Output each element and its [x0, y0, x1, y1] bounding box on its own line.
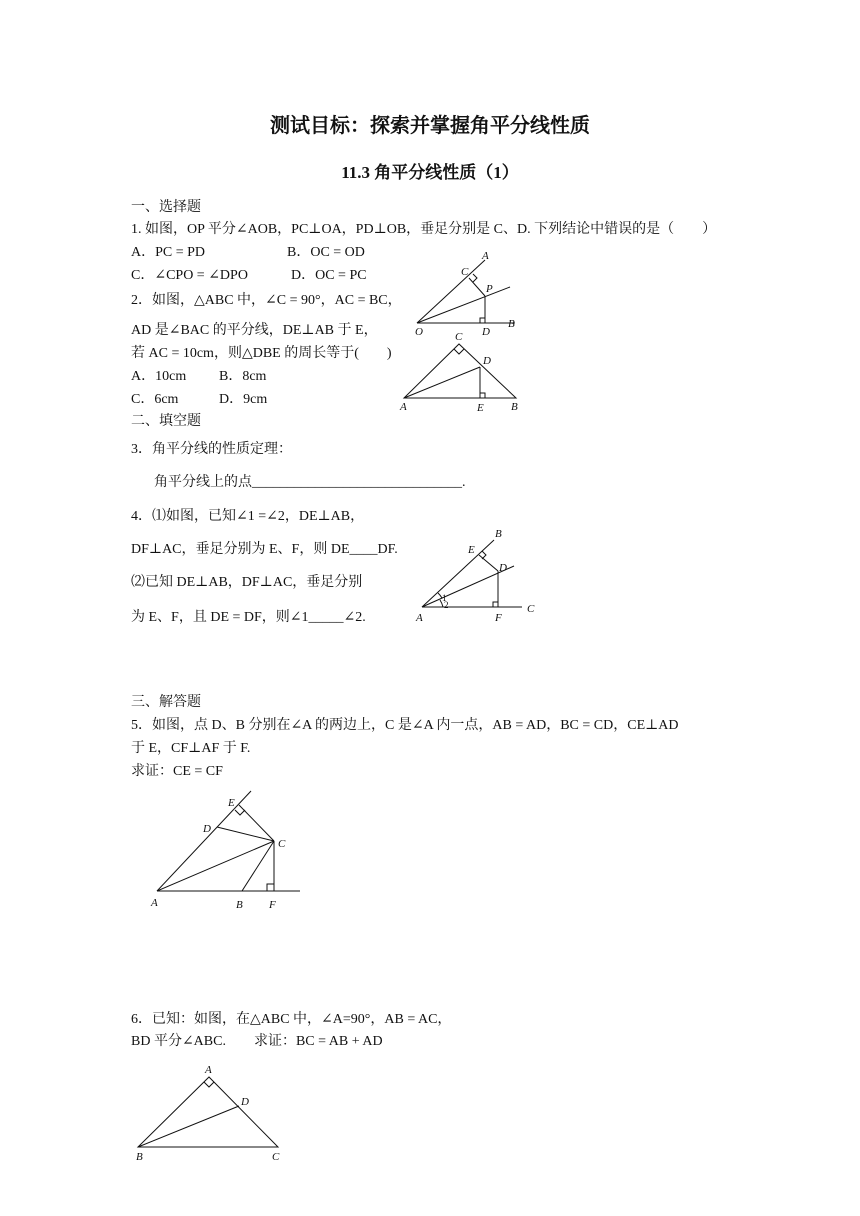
q4-line-1: 4．⑴如图，已知∠1 =∠2，DE⊥AB， [131, 509, 365, 524]
q1-label-o: O [415, 326, 423, 338]
q5-figure [145, 785, 310, 915]
q1-label-b: B [508, 318, 515, 330]
q4-label-e: E [468, 544, 475, 556]
q4-figure [410, 526, 545, 626]
q5-label-e: E [228, 797, 235, 809]
q2-label-c: C [455, 331, 463, 343]
q2-option-b: B．8cm [219, 369, 267, 384]
q3-prefix: 角平分线上的点 [154, 475, 252, 490]
q4-line-3: ⑵已知 DE⊥AB，DF⊥AC，垂足分别 [131, 575, 363, 590]
q6-line-2: BD 平分∠ABC. 求证：BC = AB + AD [131, 1034, 383, 1049]
q2-label-b: B [511, 401, 518, 413]
q2-option-c: C．6cm [131, 392, 179, 407]
q5-line-2: 于 E，CF⊥AF 于 F. [131, 741, 251, 756]
q1-option-c: C．∠CPO = ∠DPO [131, 268, 248, 283]
q6-label-b: B [136, 1151, 143, 1163]
section-choice-heading: 一、选择题 [131, 200, 201, 215]
q1-stem: 1. 如图，OP 平分∠AOB，PC⊥OA，PD⊥OB，垂足分别是 C、D. 下列结论中错误的是（ ） [131, 222, 717, 237]
q5-line-1: 5．如图，点 D、B 分别在∠A 的两边上，C 是∠A 内一点，AB = AD，BC = CD，CE⊥AD [131, 718, 679, 733]
q4-line-4: 为 E、F，且 DE = DF，则∠1_____∠2. [131, 610, 366, 625]
q5-label-d: D [203, 823, 211, 835]
q2-figure [398, 328, 528, 418]
q6-figure [132, 1058, 292, 1168]
q1-label-d: D [482, 326, 490, 338]
q2-line-1: 2．如图，△ABC 中，∠C = 90°，AC = BC， [131, 293, 402, 308]
q2-line-2: AD 是∠BAC 的平分线，DE⊥AB 于 E， [131, 323, 378, 338]
q2-label-a: A [400, 401, 407, 413]
q1-label-c: C [461, 266, 469, 278]
q2-line-3: 若 AC = 10cm，则△DBE 的周长等于( ) [131, 346, 392, 361]
q5-label-c: C [278, 838, 286, 850]
q4-line-2: DF⊥AC，垂足分别为 E、F，则 DE____DF. [131, 542, 398, 557]
q4-label-d: D [499, 562, 507, 574]
q4-label-angle-1: 1 [442, 593, 447, 603]
q2-option-d: D．9cm [219, 392, 268, 407]
q3-line-1: 3．角平分线的性质定理： [131, 442, 292, 457]
q4-label-angle-2: 2 [444, 600, 449, 610]
q5-label-f: F [269, 899, 276, 911]
q6-label-a: A [205, 1064, 212, 1076]
q6-line-1: 6．已知：如图，在△ABC 中，∠A=90°，AB = AC， [131, 1012, 452, 1027]
q1-label-p: P [486, 283, 493, 295]
q1-option-a: A．PC = PD [131, 245, 206, 260]
q6-label-d: D [241, 1096, 249, 1108]
page-title: 测试目标：探索并掌握角平分线性质 [270, 113, 590, 137]
q1-option-b: B．OC = OD [287, 245, 365, 260]
page-subtitle: 11.3 角平分线性质（1） [341, 163, 519, 182]
q6-label-c: C [272, 1151, 280, 1163]
section-answer-heading: 三、解答题 [131, 695, 201, 710]
q1-option-d: D．OC = PC [291, 268, 367, 283]
q5-label-a: A [151, 897, 158, 909]
q3-end: . [462, 475, 466, 490]
q3-blank[interactable]: ______________________________ [252, 475, 462, 490]
q5-label-b: B [236, 899, 243, 911]
q2-option-a: A．10cm [131, 369, 187, 384]
q1-label-a: A [482, 250, 489, 262]
section-fill-heading: 二、填空题 [131, 414, 201, 429]
q4-label-a: A [416, 612, 423, 624]
q2-label-e: E [477, 402, 484, 414]
q4-label-c: C [527, 603, 535, 615]
q5-line-3: 求证：CE = CF [131, 764, 223, 779]
q3-line-2 [154, 474, 466, 492]
q4-label-b: B [495, 528, 502, 540]
q2-label-d: D [483, 355, 491, 367]
q4-label-f: F [495, 612, 502, 624]
